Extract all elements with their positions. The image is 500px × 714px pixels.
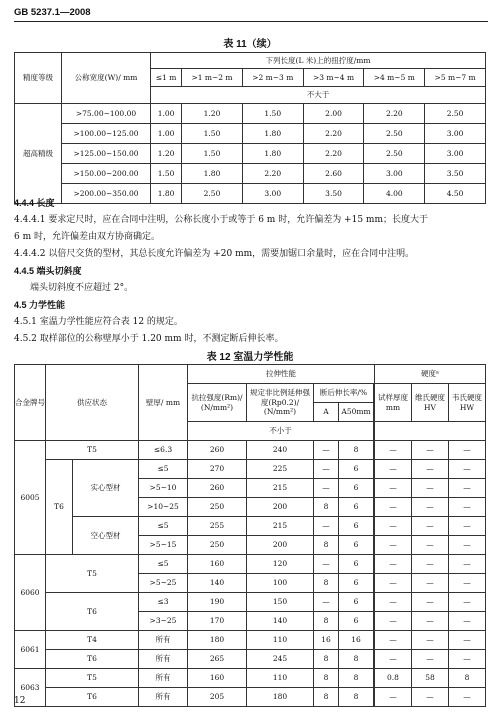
- rm-cell: 250: [188, 498, 247, 517]
- value-cell: 1.50: [242, 104, 303, 124]
- t-cell: —: [375, 460, 412, 479]
- t-cell: —: [375, 593, 412, 612]
- table-row: [15, 460, 486, 479]
- t-cell: —: [375, 517, 412, 536]
- para-4-4-4-2: 4.4.4.2 以倍尺交货的型材，其总长度允许偏差为 +20 mm，需要加锯口余量时，应在合同中注明。: [14, 249, 415, 259]
- rp-cell: 110: [247, 669, 314, 688]
- table-11-caption: 表 11（续）: [223, 39, 277, 50]
- hw-cell: —: [449, 517, 486, 536]
- hv-cell: —: [412, 612, 449, 631]
- hw-cell: —: [449, 574, 486, 593]
- value-cell: 3.00: [364, 164, 425, 184]
- alloy-cell: 6063: [15, 669, 46, 707]
- wall-cell: ≤5: [139, 460, 188, 479]
- rp-header: 规定非比例延伸强度(Rp0.2)/ (N/mm²): [247, 384, 314, 422]
- rm-cell: 205: [188, 688, 247, 707]
- page-number: 12: [14, 696, 26, 706]
- hw-cell: —: [449, 631, 486, 650]
- wall-cell: 所有: [139, 650, 188, 669]
- hv-cell: —: [412, 441, 449, 460]
- hw-cell: —: [449, 536, 486, 555]
- para-4-4-4-1-cont: 6 m 时，允许偏差由双方协商确定。: [14, 232, 160, 242]
- a50-header: A50mm: [339, 403, 374, 422]
- a-cell: —: [314, 555, 339, 574]
- para-4-4-4-1: 4.4.4.1 要求定尺时，应在合同中注明，公称长度小于或等于 6 m 时，允许偏差为 +15 mm；长度大于: [14, 215, 428, 225]
- width-cell: >200.00~350.00: [62, 184, 151, 204]
- a50-cell: 6: [339, 479, 374, 498]
- value-cell: 1.80: [242, 144, 303, 164]
- rp-cell: 120: [247, 555, 314, 574]
- t-cell: —: [375, 536, 412, 555]
- hw-cell: —: [449, 688, 486, 707]
- rp-cell: 180: [247, 688, 314, 707]
- value-cell: 1.50: [151, 164, 182, 184]
- t-cell: —: [375, 498, 412, 517]
- value-cell: 1.80: [182, 164, 243, 184]
- value-cell: 2.60: [303, 164, 364, 184]
- hollow-profile-cell: 空心型材: [73, 517, 139, 555]
- para-4-5-2: 4.5.2 取样部位的公称壁厚小于 1.20 mm 时，不测定断后伸长率。: [14, 334, 284, 344]
- a-cell: 8: [314, 688, 339, 707]
- length-col: >5 m~7 m: [425, 69, 486, 87]
- hv-cell: —: [412, 593, 449, 612]
- table-row: [15, 555, 486, 574]
- t-cell: —: [375, 688, 412, 707]
- length-col: >2 m~3 m: [242, 69, 303, 87]
- value-cell: 1.50: [182, 124, 243, 144]
- temper-cell: T5: [46, 441, 139, 460]
- a-cell: —: [314, 460, 339, 479]
- temper-header: 供应状态: [46, 365, 139, 441]
- standard-number: GB 5237.1—2008: [14, 7, 91, 18]
- section-4-4-4: 4.4.4 长度: [14, 198, 55, 208]
- value-cell: 1.20: [182, 104, 243, 124]
- table-12-caption: 表 12 室温力学性能: [206, 352, 294, 363]
- length-col: >3 m~4 m: [303, 69, 364, 87]
- a50-cell: 6: [339, 460, 374, 479]
- sample-header: 试样厚度 mm: [375, 384, 412, 422]
- value-cell: 2.20: [303, 124, 364, 144]
- a-cell: —: [314, 441, 339, 460]
- rp-cell: 150: [247, 593, 314, 612]
- a-cell: —: [314, 517, 339, 536]
- wall-cell: >5~10: [139, 479, 188, 498]
- table-row: [15, 593, 486, 612]
- rp-cell: 225: [247, 460, 314, 479]
- value-cell: 2.50: [425, 104, 486, 124]
- temper-cell: T6: [46, 688, 139, 707]
- t-cell: —: [375, 441, 412, 460]
- hv-cell: —: [412, 517, 449, 536]
- temper-cell: T6: [46, 460, 73, 555]
- table-row: [15, 669, 486, 688]
- solid-profile-cell: 实心型材: [73, 460, 139, 517]
- t-cell: —: [375, 574, 412, 593]
- hw-cell: —: [449, 593, 486, 612]
- width-cell: >100.00~125.00: [62, 124, 151, 144]
- value-cell: 1.00: [151, 104, 182, 124]
- a50-cell: 6: [339, 612, 374, 631]
- para-4-4-5: 端头切斜度不应超过 2°。: [30, 283, 134, 293]
- not-greater-label: 不大于: [151, 87, 486, 104]
- width-header: 公称宽度(W)/ mm: [62, 53, 151, 104]
- temper-cell: T6: [46, 593, 139, 631]
- t-cell: —: [375, 650, 412, 669]
- a50-cell: 6: [339, 593, 374, 612]
- value-cell: 2.50: [364, 144, 425, 164]
- rp-cell: 240: [247, 441, 314, 460]
- t-cell: —: [375, 631, 412, 650]
- width-cell: >75.00~100.00: [62, 104, 151, 124]
- value-cell: 2.20: [303, 144, 364, 164]
- value-cell: 2.50: [364, 124, 425, 144]
- wall-cell: >3~25: [139, 612, 188, 631]
- alloy-header: 合金牌号: [15, 365, 46, 441]
- temper-cell: T6: [46, 650, 139, 669]
- a50-cell: 16: [339, 631, 374, 650]
- rp-cell: 215: [247, 479, 314, 498]
- hardness-not-less: [375, 422, 486, 441]
- tensile-header: 拉伸性能: [188, 365, 375, 384]
- wall-cell: 所有: [139, 669, 188, 688]
- rp-cell: 215: [247, 517, 314, 536]
- a50-cell: 6: [339, 574, 374, 593]
- hw-cell: —: [449, 555, 486, 574]
- a-header: A: [314, 403, 339, 422]
- hv-cell: —: [412, 574, 449, 593]
- hw-cell: —: [449, 498, 486, 517]
- hv-cell: —: [412, 650, 449, 669]
- grade-header: 精度等级: [15, 53, 62, 104]
- value-cell: 3.00: [242, 184, 303, 204]
- a-cell: 8: [314, 574, 339, 593]
- rm-cell: 160: [188, 669, 247, 688]
- a50-cell: 6: [339, 555, 374, 574]
- table-row: [15, 124, 486, 144]
- header-rule: [14, 21, 488, 22]
- a50-cell: 6: [339, 498, 374, 517]
- rm-cell: 190: [188, 593, 247, 612]
- wall-cell: 所有: [139, 688, 188, 707]
- value-cell: 1.80: [242, 124, 303, 144]
- length-col: >1 m~2 m: [182, 69, 243, 87]
- alloy-cell: 6005: [15, 441, 46, 555]
- table-row: [15, 144, 486, 164]
- value-cell: 4.50: [425, 184, 486, 204]
- temper-cell: T5: [46, 555, 139, 593]
- hw-cell: —: [449, 650, 486, 669]
- hw-cell: —: [449, 612, 486, 631]
- para-4-5-1: 4.5.1 室温力学性能应符合表 12 的规定。: [14, 317, 183, 327]
- width-cell: >125.00~150.00: [62, 144, 151, 164]
- wall-cell: 所有: [139, 631, 188, 650]
- length-col: >4 m~5 m: [364, 69, 425, 87]
- rm-cell: 250: [188, 536, 247, 555]
- a50-cell: 6: [339, 536, 374, 555]
- elongation-header: 断后伸长率/%: [314, 384, 374, 403]
- hv-cell: 58: [412, 669, 449, 688]
- a50-cell: 8: [339, 669, 374, 688]
- hv-cell: —: [412, 631, 449, 650]
- rp-cell: 245: [247, 650, 314, 669]
- width-cell: >150.00~200.00: [62, 164, 151, 184]
- rm-header: 抗拉强度(Rm)/ (N/mm²): [188, 384, 247, 422]
- wall-cell: >5~25: [139, 574, 188, 593]
- temper-cell: T4: [46, 631, 139, 650]
- rm-cell: 160: [188, 555, 247, 574]
- wall-cell: >10~25: [139, 498, 188, 517]
- hardness-header: 硬度ᵃ: [375, 365, 486, 384]
- wall-cell: ≤6.3: [139, 441, 188, 460]
- rm-cell: 260: [188, 479, 247, 498]
- value-cell: 3.50: [303, 184, 364, 204]
- a-cell: —: [314, 593, 339, 612]
- wall-cell: ≤5: [139, 555, 188, 574]
- a50-cell: 6: [339, 517, 374, 536]
- value-cell: 4.00: [364, 184, 425, 204]
- table-row: [15, 441, 486, 460]
- rm-cell: 180: [188, 631, 247, 650]
- table-row: [15, 650, 486, 669]
- value-cell: 1.80: [151, 184, 182, 204]
- a-cell: 8: [314, 536, 339, 555]
- value-cell: 2.20: [242, 164, 303, 184]
- value-cell: 1.50: [182, 144, 243, 164]
- temper-cell: T5: [46, 669, 139, 688]
- a-cell: 8: [314, 650, 339, 669]
- rp-cell: 110: [247, 631, 314, 650]
- rm-cell: 140: [188, 574, 247, 593]
- table-row: [15, 688, 486, 707]
- value-cell: 2.00: [303, 104, 364, 124]
- hw-cell: —: [449, 479, 486, 498]
- t-cell: 0.8: [375, 669, 412, 688]
- value-cell: 2.50: [182, 184, 243, 204]
- a-cell: 8: [314, 612, 339, 631]
- rp-cell: 100: [247, 574, 314, 593]
- wall-cell: ≤3: [139, 593, 188, 612]
- rp-cell: 200: [247, 536, 314, 555]
- rm-cell: 260: [188, 441, 247, 460]
- rm-cell: 170: [188, 612, 247, 631]
- hv-cell: —: [412, 555, 449, 574]
- a-cell: —: [314, 479, 339, 498]
- table-12: [14, 364, 486, 707]
- a-cell: 8: [314, 498, 339, 517]
- length-col: ≤1 m: [151, 69, 182, 87]
- hw-cell: 8: [449, 669, 486, 688]
- t-cell: —: [375, 479, 412, 498]
- value-cell: 1.00: [151, 124, 182, 144]
- hw-cell: —: [449, 460, 486, 479]
- wall-header: 壁厚/ mm: [139, 365, 188, 441]
- table-row: [15, 631, 486, 650]
- t-cell: —: [375, 555, 412, 574]
- value-cell: 2.20: [364, 104, 425, 124]
- rp-cell: 140: [247, 612, 314, 631]
- table-row: [15, 164, 486, 184]
- grade-cell: 超高精级: [15, 104, 62, 204]
- rm-cell: 265: [188, 650, 247, 669]
- value-cell: 3.50: [425, 164, 486, 184]
- table-row: [15, 104, 486, 124]
- hv-cell: —: [412, 536, 449, 555]
- a-cell: 16: [314, 631, 339, 650]
- value-cell: 3.00: [425, 144, 486, 164]
- wall-cell: ≤5: [139, 517, 188, 536]
- a50-cell: 8: [339, 441, 374, 460]
- rm-cell: 255: [188, 517, 247, 536]
- a50-cell: 8: [339, 688, 374, 707]
- alloy-cell: 6061: [15, 631, 46, 669]
- value-cell: 1.20: [151, 144, 182, 164]
- section-4-5: 4.5 力学性能: [14, 300, 66, 310]
- table-row: [15, 517, 486, 536]
- span-header: 下列长度(L 米)上的扭拧度/mm: [151, 53, 486, 69]
- value-cell: 3.00: [425, 124, 486, 144]
- table-11: [14, 52, 486, 204]
- wall-cell: >5~15: [139, 536, 188, 555]
- hv-cell: —: [412, 460, 449, 479]
- hv-cell: —: [412, 479, 449, 498]
- a-cell: 8: [314, 669, 339, 688]
- t-cell: —: [375, 612, 412, 631]
- hv-header: 维氏硬度 HV: [412, 384, 449, 422]
- not-less-label: 不小于: [188, 422, 374, 441]
- rp-cell: 200: [247, 498, 314, 517]
- hw-cell: —: [449, 441, 486, 460]
- hv-cell: —: [412, 688, 449, 707]
- section-4-4-5: 4.4.5 端头切斜度: [14, 266, 82, 276]
- alloy-cell: 6060: [15, 555, 46, 631]
- hv-cell: —: [412, 498, 449, 517]
- a50-cell: 8: [339, 650, 374, 669]
- hw-header: 韦氏硬度 HW: [449, 384, 486, 422]
- rm-cell: 270: [188, 460, 247, 479]
